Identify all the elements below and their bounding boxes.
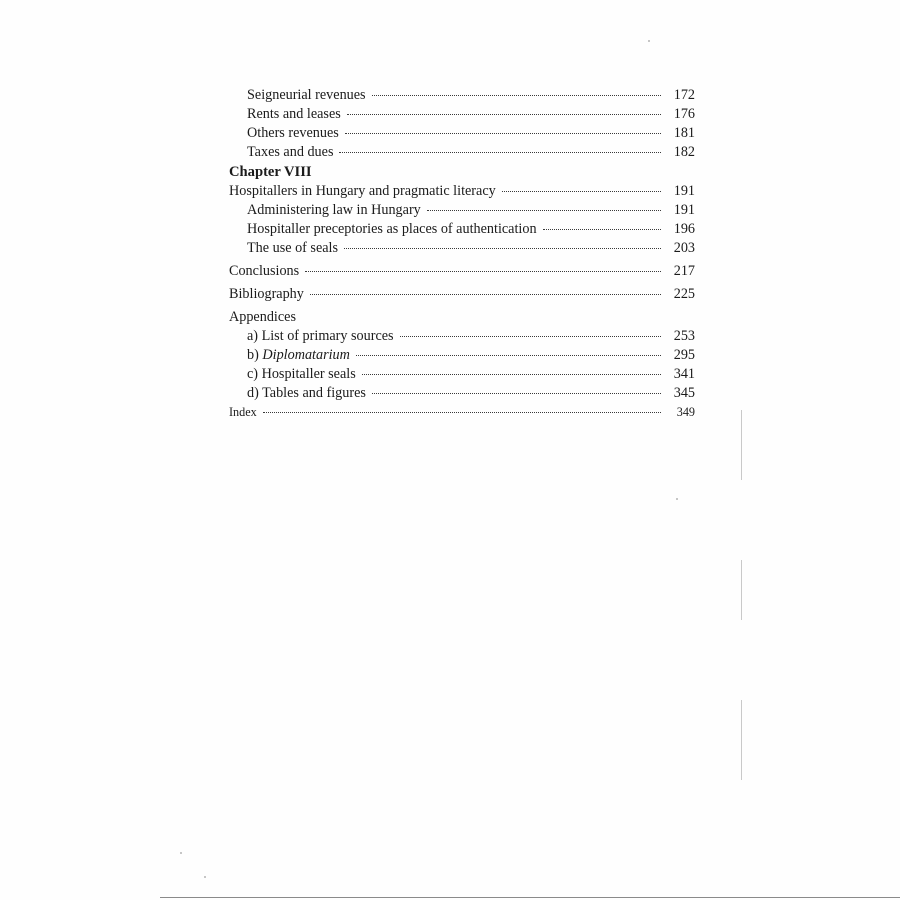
- toc-page-number: 225: [673, 286, 695, 302]
- toc-entry-label: Hospitaller preceptories as places of authentication: [247, 221, 537, 237]
- dot-leader: [344, 247, 661, 249]
- toc-page-number: 172: [673, 87, 695, 103]
- dot-leader: [345, 132, 661, 134]
- toc-page-number: 341: [673, 366, 695, 382]
- toc-entry-rents-and-leases[interactable]: [229, 105, 695, 124]
- toc-page-number: 196: [673, 221, 695, 237]
- scan-edge-mark: [741, 410, 742, 480]
- scan-speck: [676, 498, 678, 500]
- toc-page-number: 295: [673, 347, 695, 363]
- dot-leader: [427, 209, 661, 211]
- appendix-title: List of primary sources: [261, 328, 394, 344]
- toc-entry-index[interactable]: [229, 403, 695, 422]
- toc-page-number: 253: [673, 328, 695, 344]
- scan-speck: [648, 40, 650, 42]
- scan-edge-mark: [741, 700, 742, 780]
- toc-entry-conclusions[interactable]: [229, 262, 695, 281]
- toc-page-number: 203: [673, 240, 695, 256]
- scan-bottom-edge: [160, 897, 900, 898]
- scan-speck: [180, 852, 182, 854]
- toc-entry-label: Administering law in Hungary: [247, 202, 421, 218]
- appendix-title: Hospitaller seals: [261, 366, 356, 382]
- appendix-prefix: b): [247, 347, 263, 363]
- appendices-heading: Appendices: [229, 309, 296, 325]
- toc-page-number: 349: [676, 405, 695, 419]
- toc-entry-label: Bibliography: [229, 286, 304, 302]
- toc-entry-seigneurial-revenues[interactable]: [229, 86, 695, 105]
- toc-entry-label: Taxes and dues: [247, 144, 334, 160]
- toc-entry-preceptories[interactable]: [229, 220, 695, 239]
- dot-leader: [347, 113, 661, 115]
- appendix-title: Tables and figures: [262, 385, 366, 401]
- toc-page-number: 191: [673, 202, 695, 218]
- dot-leader: [339, 151, 661, 153]
- toc-entry-appendix-b[interactable]: [229, 346, 695, 365]
- toc-entry-label: Rents and leases: [247, 106, 341, 122]
- toc-page-number: 345: [673, 385, 695, 401]
- toc-entry-label: [247, 346, 354, 365]
- dot-leader: [356, 354, 661, 356]
- toc-entry-use-of-seals[interactable]: [229, 239, 695, 258]
- toc-entry-label: Conclusions: [229, 263, 300, 279]
- toc-entry-bibliography[interactable]: [229, 285, 695, 304]
- dot-leader: [502, 190, 661, 192]
- dot-leader: [400, 335, 661, 337]
- toc-entry-label: Hospitallers in Hungary and pragmatic literacy: [229, 183, 496, 199]
- dot-leader: [372, 94, 661, 96]
- toc-page-number: 217: [673, 263, 695, 279]
- toc-entry-others-revenues[interactable]: [229, 124, 695, 143]
- dot-leader: [543, 228, 661, 230]
- dot-leader: [310, 293, 661, 295]
- dot-leader: [372, 392, 661, 394]
- toc-entry-label: Index: [229, 405, 257, 419]
- chapter-heading: Chapter VIII: [229, 164, 312, 180]
- dot-leader: [305, 270, 661, 272]
- appendix-prefix: a): [247, 328, 262, 344]
- dot-leader: [263, 411, 661, 413]
- appendix-title: Diplomatarium: [262, 347, 350, 363]
- toc-entry-appendix-d[interactable]: [229, 384, 695, 403]
- table-of-contents: [229, 86, 695, 422]
- toc-page-number: 181: [673, 125, 695, 141]
- toc-page-number: 182: [673, 144, 695, 160]
- toc-entry-label: [247, 384, 370, 403]
- scan-speck: [204, 876, 206, 878]
- toc-page-number: 176: [673, 106, 695, 122]
- toc-page-number: 191: [673, 183, 695, 199]
- dot-leader: [362, 373, 661, 375]
- scan-edge-mark: [741, 560, 742, 620]
- toc-entry-label: The use of seals: [247, 240, 339, 256]
- toc-entry-administering-law[interactable]: [229, 201, 695, 220]
- toc-entry-appendix-a[interactable]: [229, 327, 695, 346]
- toc-entry-label: [247, 327, 398, 346]
- appendix-prefix: d): [247, 385, 263, 401]
- appendix-prefix: c): [247, 366, 262, 382]
- toc-entry-chapter-title[interactable]: [229, 182, 695, 201]
- toc-entry-label: Seigneurial revenues: [247, 87, 366, 103]
- toc-entry-taxes-and-dues[interactable]: [229, 143, 695, 162]
- toc-entry-appendix-c[interactable]: [229, 365, 695, 384]
- toc-entry-label: [247, 365, 360, 384]
- toc-entry-label: Others revenues: [247, 125, 339, 141]
